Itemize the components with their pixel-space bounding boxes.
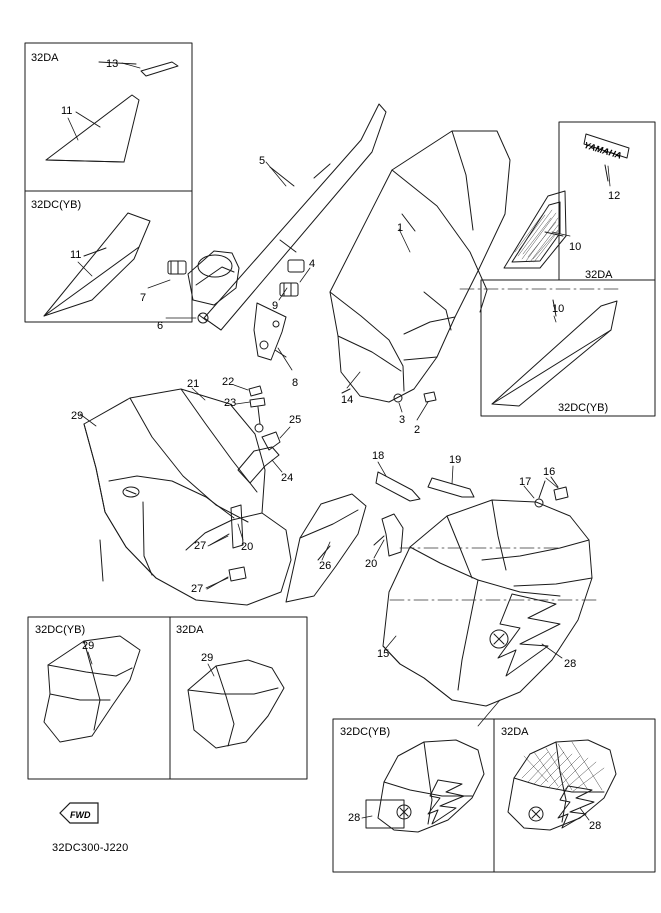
yamaha-decal-text: YAMAHA (582, 139, 623, 161)
side-cover-15 (383, 500, 592, 706)
callout-10-a: 10 (569, 241, 582, 253)
inset-label-32dcyb-right: 32DC(YB) (558, 402, 609, 414)
callout-29-c: 29 (201, 652, 214, 664)
inset-box-32dcyb-right (481, 280, 655, 416)
strip-20 (382, 514, 403, 556)
emblem-hub (490, 630, 508, 648)
part-number: 32DC300-J220 (52, 842, 129, 854)
screw-6 (198, 313, 208, 323)
callout-10-b: 10 (552, 303, 565, 315)
callout-11-a: 11 (61, 105, 73, 117)
callout-7: 7 (140, 292, 147, 304)
callout-9: 9 (272, 300, 279, 312)
strip-18 (376, 472, 420, 501)
callout-3: 3 (399, 414, 406, 426)
callout-29-b: 29 (82, 640, 95, 652)
fwd-label: FWD (70, 810, 91, 820)
grommet-9b (280, 283, 298, 296)
inset-label-32dcyb-lower-left: 32DC(YB) (35, 624, 86, 636)
callout-21: 21 (187, 378, 200, 390)
callout-12: 12 (608, 190, 621, 202)
inset-label-32da-top-left: 32DA (31, 52, 59, 64)
callout-11-b: 11 (70, 249, 82, 261)
inset-detail-box-28 (366, 800, 404, 828)
callout-1: 1 (397, 222, 404, 234)
mesh-hatch (515, 207, 559, 262)
grommet-9a (168, 261, 186, 274)
panel-26 (286, 494, 366, 602)
callout-28-b: 28 (348, 812, 361, 824)
callout-13: 13 (106, 58, 119, 70)
inset-label-32da-lower-mid: 32DA (176, 624, 204, 636)
decal-10-plain (492, 301, 617, 406)
callout-25: 25 (289, 414, 302, 426)
clip-22 (249, 386, 262, 396)
clip-16 (554, 487, 568, 500)
callout-28-a: 28 (564, 658, 577, 670)
inset-box-32da-lower-mid (170, 617, 307, 779)
screw-17 (535, 499, 543, 507)
inset-cover-28-b (508, 740, 616, 830)
callout-29-a: 29 (71, 410, 84, 422)
callout-27-a: 27 (194, 540, 207, 552)
fender-29 (84, 389, 294, 605)
callout-20-a: 20 (241, 541, 254, 553)
inset-box-32dcyb-lower-left (28, 617, 170, 779)
callout-27-b: 27 (191, 583, 204, 595)
callout-26: 26 (319, 560, 332, 572)
decal-28-lightning (498, 594, 560, 676)
inset-decal-28-a (428, 780, 464, 824)
panel-11-b (44, 213, 150, 316)
decal-13 (141, 62, 178, 76)
tab-27b (229, 567, 246, 581)
callout-6: 6 (157, 320, 164, 332)
callout-22: 22 (222, 376, 235, 388)
inset-label-32da-bottom: 32DA (501, 726, 529, 738)
inset-cover-28-a (378, 740, 484, 832)
decal-29-b (188, 660, 284, 748)
callout-19: 19 (449, 454, 462, 466)
inset-label-32dcyb-bottom: 32DC(YB) (340, 726, 391, 738)
strip-24 (238, 447, 279, 483)
callout-16: 16 (543, 466, 556, 478)
center-axis (390, 289, 620, 600)
callout-23: 23 (224, 397, 237, 409)
inset-label-32da-right: 32DA (585, 269, 613, 281)
inset-box-32da-bottom (494, 719, 655, 872)
callout-24: 24 (281, 472, 294, 484)
panel-11-a (46, 95, 139, 162)
strip-19 (428, 478, 474, 497)
screw-3 (394, 394, 402, 402)
bracket-8 (254, 303, 286, 360)
clip-23 (250, 398, 265, 407)
callout-8: 8 (292, 377, 299, 389)
callout-14: 14 (341, 394, 354, 406)
bracket-7 (188, 251, 239, 305)
callout-15: 15 (377, 648, 390, 660)
callout-17: 17 (519, 476, 532, 488)
side-cover-1 (330, 131, 510, 402)
inset-label-32dcyb-left: 32DC(YB) (31, 199, 82, 211)
callout-20-b: 20 (365, 558, 378, 570)
grommet-4 (288, 260, 304, 272)
callout-4: 4 (309, 258, 316, 270)
callout-2: 2 (414, 424, 421, 436)
decal-10-mesh (504, 191, 566, 268)
strip-5 (204, 104, 386, 330)
strip-25 (262, 432, 280, 450)
inset-box-32dcyb-bottom (333, 719, 494, 872)
clip-2 (424, 392, 436, 402)
callout-5: 5 (259, 155, 266, 167)
callout-18: 18 (372, 450, 385, 462)
callout-28-c: 28 (589, 820, 602, 832)
